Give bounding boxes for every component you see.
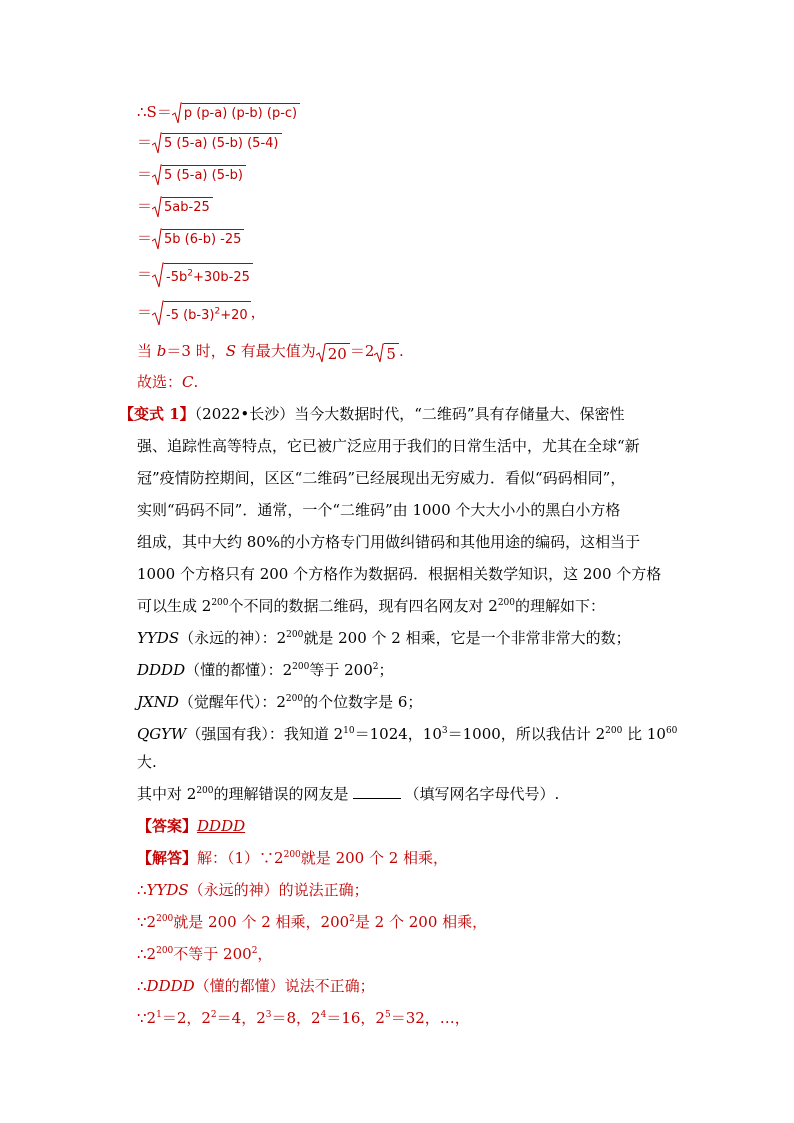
radical — [152, 164, 246, 186]
text-fragment: 不等于 200 — [173, 945, 252, 963]
problem-line-6 — [137, 564, 661, 584]
answer-blank[interactable] — [353, 784, 401, 799]
comma: ， — [250, 303, 266, 321]
text-fragment: 有最大值为 — [235, 342, 316, 360]
exponent: 3 — [265, 1010, 272, 1020]
opinion-yyds — [137, 628, 631, 648]
opinion-qgyw-cont — [137, 752, 157, 772]
text-fragment: 个不同的数据二维码，现有四名网友对 2 — [228, 597, 498, 615]
radical-sign-icon — [374, 343, 384, 363]
radical-sign-icon — [152, 132, 162, 154]
exponent: 200 — [292, 662, 310, 672]
heron-line-6 — [137, 262, 253, 288]
text-fragment: 故选： — [137, 373, 183, 391]
radicand: 5 (5-a) (5-b) (5-4) — [162, 133, 281, 153]
user-code: YYDS — [146, 881, 189, 899]
radical — [152, 228, 244, 250]
text-fragment: （永远的神）的说法正确； — [188, 881, 369, 899]
problem-line-5 — [137, 532, 640, 552]
variable-b: b — [156, 342, 167, 360]
text-fragment: （懂的都懂）：2 — [185, 661, 293, 679]
solution-line-4 — [137, 944, 272, 964]
radicand: 5b (6-b) -25 — [162, 229, 244, 249]
exponent: 1 — [156, 1010, 162, 1020]
text-fragment: （觉醒年代）：2 — [178, 693, 286, 711]
text-fragment: 大. — [137, 753, 157, 771]
exponent: 200 — [156, 914, 174, 924]
heron-line-4 — [137, 196, 213, 218]
text-fragment: 1000 个方格只有 200 个方格作为数据码．根据相关数学知识，这 200 个方格 — [137, 565, 662, 583]
text-fragment: 强、追踪性高等特点，它已被广泛应用于我们的日常生活中，尤其在全球“新 — [137, 437, 640, 455]
answer-tag: 【答案】 — [137, 817, 198, 835]
solution-line-6 — [137, 1008, 470, 1028]
text-fragment: （懂的都懂）说法不正确； — [194, 977, 375, 995]
exponent: 2 — [210, 1010, 217, 1020]
text-fragment: 组成，其中大约 80%的小方格专门用做纠错码和其他用途的编码，这相当于 — [137, 533, 641, 551]
text-fragment: （填写网名字母代号）. — [404, 785, 560, 803]
problem-line-1 — [119, 404, 625, 424]
problem-line-2 — [137, 436, 640, 456]
exponent: 2 — [372, 662, 379, 672]
heron-line-7 — [137, 300, 266, 326]
choice-line — [137, 372, 198, 392]
text-fragment: ＝16，2 — [326, 1009, 385, 1027]
radicand — [164, 301, 251, 325]
text-fragment: 比 10 — [622, 725, 666, 743]
question-line — [137, 784, 559, 804]
problem-line-7 — [137, 596, 605, 616]
problem-line-3 — [137, 468, 625, 488]
heron-line-3 — [137, 164, 246, 186]
text-fragment: （永远的神）：2 — [179, 629, 287, 647]
radicand: 5 (5-a) (5-b) — [162, 165, 246, 185]
user-code: DDDD — [137, 661, 186, 679]
radicand-part: +20 — [220, 308, 248, 323]
exponent: 200 — [211, 598, 229, 608]
answer-value: DDDD — [197, 817, 246, 835]
exponent: 2 — [214, 306, 221, 317]
exponent: 200 — [497, 598, 516, 608]
solution-line-5 — [137, 976, 375, 996]
equals-sign: ＝ — [137, 197, 153, 215]
text-fragment: （2022•长沙）当今大数据时代，“二维码”具有存储量大、保密性 — [194, 405, 625, 423]
radical-sign-icon — [152, 262, 164, 288]
radical-sign-icon — [152, 228, 162, 250]
radical — [152, 262, 253, 288]
solution-tag: 【解答】 — [137, 849, 198, 867]
text-fragment: 可以生成 2 — [137, 597, 212, 615]
text-fragment: ＝32，…， — [390, 1009, 470, 1027]
equals-sign: ＝ — [137, 265, 153, 283]
equals-sign: ＝ — [137, 133, 153, 151]
text-fragment: （强国有我）：我知道 2 — [186, 725, 344, 743]
equals-sign: ＝ — [137, 165, 153, 183]
equals-sign: ＝ — [137, 229, 153, 247]
text-fragment: 就是 200 个 2 相乘，它是一个非常非常大的数； — [303, 629, 631, 647]
text-fragment: ∴2 — [137, 945, 157, 963]
problem-line-4 — [137, 500, 620, 520]
solution-line-2 — [137, 880, 369, 900]
exponent: 10 — [343, 726, 355, 736]
radical-sign-icon — [152, 164, 162, 186]
text-fragment: 实则“码码不同”．通常，一个“二维码”由 1000 个大大小小的黑白小方格 — [137, 501, 621, 519]
text-fragment: ∴ — [137, 881, 147, 899]
exponent: 3 — [441, 726, 448, 736]
exponent: 200 — [156, 946, 174, 956]
text-fragment: 的理解如下： — [515, 597, 606, 615]
radical — [152, 132, 281, 154]
text-fragment: ＝2 — [349, 342, 375, 360]
text-fragment: ＝2，2 — [161, 1009, 211, 1027]
solution-line-1 — [137, 848, 448, 868]
user-code: JXND — [137, 693, 179, 711]
radicand: p (p-a) (p-b) (p-c) — [182, 103, 300, 123]
radical — [152, 300, 251, 326]
radicand: 20 — [326, 343, 350, 363]
exponent: 5 — [384, 1010, 391, 1020]
text-fragment: 就是 200 个 2 相乘， — [300, 849, 449, 867]
heron-line-1 — [137, 102, 300, 124]
text-fragment: ＝8，2 — [271, 1009, 321, 1027]
text-fragment: ＝3 时， — [166, 342, 226, 360]
opinion-dddd — [137, 660, 394, 680]
text-fragment: 解：（1）∵2 — [197, 849, 284, 867]
exponent: 2 — [251, 946, 258, 956]
exponent: 4 — [320, 1010, 327, 1020]
heron-line-2 — [137, 132, 282, 154]
exponent: 200 — [285, 694, 304, 704]
text-fragment: ， — [257, 945, 273, 963]
text-fragment: ； — [378, 661, 394, 679]
text-fragment: ＝1000，所以我估计 2 — [447, 725, 606, 743]
radical — [374, 342, 399, 363]
radicand-part: -5 (b-3) — [166, 308, 215, 323]
opinion-qgyw — [137, 724, 677, 744]
text-fragment: 冠”疫情防控期间，区区“二维码”已经展现出无穷威力．看似“码码相同”， — [137, 469, 626, 487]
exponent: 200 — [605, 726, 623, 736]
radicand-part: -5b — [166, 270, 188, 285]
solution-line-3 — [137, 912, 487, 932]
exponent: 200 — [196, 786, 214, 796]
text-fragment: 是 2 个 200 相乘， — [354, 913, 488, 931]
text-fragment: ∴ — [137, 977, 147, 995]
radicand: 5 — [384, 343, 399, 363]
choice-letter: C — [182, 373, 194, 391]
radical — [172, 102, 300, 124]
text-fragment: 就是 200 个 2 相乘，200 — [173, 913, 350, 931]
user-code: YYDS — [137, 629, 180, 647]
radicand: 5ab-25 — [162, 197, 213, 217]
user-code: DDDD — [146, 977, 195, 995]
text-fragment: ∵2 — [137, 913, 157, 931]
text-fragment: . — [193, 373, 199, 391]
radicand-part: +30b-25 — [192, 270, 250, 285]
text-fragment: . — [398, 342, 404, 360]
answer-line — [137, 816, 245, 836]
equals-sign: ＝ — [137, 303, 153, 321]
opinion-jxnd — [137, 692, 422, 712]
radical-sign-icon — [172, 102, 182, 124]
variant-tag: 【变式 1】 — [119, 405, 195, 423]
heron-prefix: ∴S＝ — [137, 103, 172, 121]
text-fragment: ＝4，2 — [216, 1009, 266, 1027]
exponent: 2 — [349, 914, 355, 924]
text-fragment: 当 — [137, 342, 157, 360]
max-value-line — [137, 341, 404, 363]
text-fragment: 其中对 2 — [137, 785, 197, 803]
exponent: 2 — [187, 268, 193, 279]
text-fragment: 等于 200 — [309, 661, 373, 679]
text-fragment: ∵2 — [137, 1009, 157, 1027]
radical-sign-icon — [152, 300, 164, 326]
exponent: 200 — [286, 630, 304, 640]
text-fragment: 的个位数字是 6； — [303, 693, 423, 711]
radical — [316, 342, 350, 363]
exponent: 60 — [665, 726, 678, 736]
text-fragment: 的理解错误的网友是 — [213, 785, 349, 803]
variable-s: S — [225, 342, 236, 360]
exponent: 200 — [283, 850, 301, 860]
radicand — [164, 263, 253, 287]
radical-sign-icon — [152, 196, 162, 218]
radical — [152, 196, 213, 218]
text-fragment: ＝1024，10 — [354, 725, 442, 743]
radical-sign-icon — [316, 343, 326, 363]
heron-line-5 — [137, 228, 244, 250]
user-code: QGYW — [137, 725, 187, 743]
